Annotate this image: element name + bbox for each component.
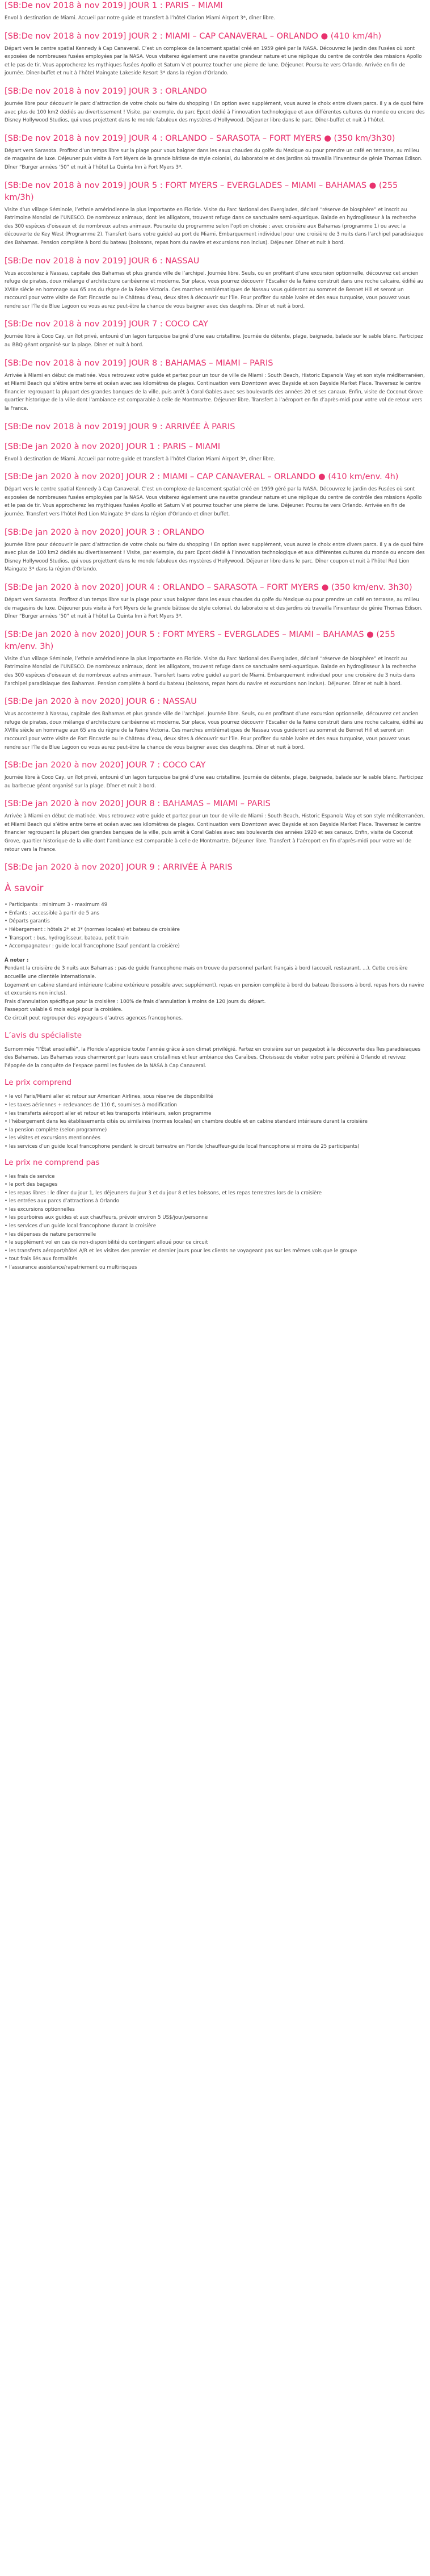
list-item: • les excursions optionnelles	[5, 1206, 425, 1214]
day-block	[5, 421, 425, 433]
day-block	[5, 0, 425, 23]
list-item: • le vol Paris/Miami aller et retour sur American Airlines, sous réserve de disponibilité	[5, 1093, 425, 1101]
day-block	[5, 31, 425, 78]
day-title: [SB:De nov 2018 à nov 2019] JOUR 3 : ORLANDO	[5, 86, 207, 96]
list-item: • les pourboires aux guides et aux chauffeurs, prévoir environ 5 US$/jour/personne	[5, 1214, 425, 1222]
notes	[5, 964, 425, 1022]
day-block	[5, 798, 425, 854]
note-line: Ce circuit peut regrouper des voyageurs d’autres agences francophones.	[5, 1015, 183, 1021]
day-block	[5, 133, 425, 172]
list-item: • les transferts aéroport/hôtel A/R et les visites des premier et dernier jours pour les clients ne voyageant pas sur les mêmes vols que le groupe	[5, 1247, 425, 1256]
comprend-list	[5, 1093, 425, 1151]
day-description: Journée libre à Coco Cay, un îlot privé, entouré d’un lagon turquoise baigné d’une eau cristalline. Journée de détente, plage, baignade, balade sur le sable blanc. Participez au barbecue géant organisé sur la plage. Dîner et nuit à bord.	[5, 775, 423, 789]
itinerary	[5, 0, 425, 874]
note-heading: À noter :	[5, 957, 29, 963]
day-title: [SB:De jan 2020 à nov 2020] JOUR 6 : NASSAU	[5, 697, 197, 707]
day-title: [SB:De jan 2020 à nov 2020] JOUR 5 : FORT MYERS – EVERGLADES – MIAMI – BAHAMAS ● (255 km/env. 3h)	[5, 630, 395, 651]
list-item: • le port des bagages	[5, 1181, 425, 1189]
note-line: Passeport valable 6 mois exigé pour la croisière.	[5, 1007, 123, 1013]
day-description: Départ vers Sarasota. Profitez d’un temps libre sur la plage pour vous baigner dans les eaux chaudes du golfe du Mexique ou pour prendre un café en terrasse, au milieu de magasins de luxe. Déjeuner puis visite à Fort Myers de la grande bâtisse de style colonial, du laboratoire et des jardins où travailla l’inventeur de génie Thomas Edison. Dîner “Burger années ‘50” et nuit à l’hôtel La Quinta Inn à Fort Myers 3*.	[5, 148, 423, 170]
list-item: • la pension complète (selon programme)	[5, 1126, 425, 1135]
list-item: • Participants : minimum 3 - maximum 49	[5, 901, 425, 909]
day-title: [SB:De nov 2018 à nov 2019] JOUR 7 : COCO CAY	[5, 320, 208, 329]
day-description: Vous accosterez à Nassau, capitale des Bahamas et plus grande ville de l’archipel. Journée libre. Seuls, ou en profitant d’une excursion optionnelle, découvrez cet ancien refuge de pirates, doux mélange d’architecture caribéenne et moderne. Sur place, vous pourrez découvrir l’Escalier de la Reine construit dans une roche calcaire, édifié au XVIIIe siècle en hommage aux 65 ans du règne de la Reine Victoria. Ces marches emblématiques de Nassau vous guideront au sommet de Bennet Hill et seront un raccourci pour votre visite de Fort Fincastle ou le Château d’eau, deux sites à découvrir sur l’île. Pour profiter du sable ivoire et des eaux turquoise, vous pouvez vous rendre sur l’île de Blue Lagoon ou vous aurez peut-être la chance de vous baigner avec des dauphins. Dîner et nuit à bord.	[5, 270, 424, 309]
list-item: • Accompagnateur : guide local francophone (sauf pendant la croisière)	[5, 942, 425, 951]
list-item: • les transferts aéroport aller et retour et les transports intérieurs, selon programme	[5, 1110, 425, 1118]
list-item: • l’hébergement dans les établissements cités ou similaires (normes locales) en chambre double et en cabine standard intérieure durant la croisière	[5, 1118, 425, 1126]
day-title: [SB:De jan 2020 à nov 2020] JOUR 3 : ORLANDO	[5, 527, 205, 537]
day-description: Départ vers Sarasota. Profitez d’un temps libre sur la plage pour vous baigner dans les eaux chaudes du golfe du Mexique ou pour prendre un café en terrasse, au milieu de magasins de luxe. Déjeuner puis visite à Fort Myers de la grande bâtisse de style colonial, du laboratoire et des jardins où travailla l’inventeur de génie Thomas Edison. Dîner “Burger années ‘50” et nuit à l’hôtel La Quinta Inn à Fort Myers 3*.	[5, 597, 423, 620]
day-title: [SB:De jan 2020 à nov 2020] JOUR 1 : PARIS – MIAMI	[5, 442, 221, 451]
day-block	[5, 527, 425, 574]
day-title: [SB:De nov 2018 à nov 2019] JOUR 2 : MIAMI – CAP CANAVERAL – ORLANDO ● (410 km/4h)	[5, 31, 382, 41]
list-item: • tout frais liés aux formalités	[5, 1255, 425, 1264]
day-title: [SB:De nov 2018 à nov 2019] JOUR 4 : ORLANDO – SARASOTA – FORT MYERS ● (350 km/3h30)	[5, 133, 395, 143]
day-description: Envol à destination de Miami. Accueil par notre guide et transfert à l’hôtel Clarion Miami Airport 3*, dîner libre.	[5, 456, 275, 462]
list-item: • Hébergement : hôtels 2* et 3* (normes locales) et bateau de croisière	[5, 926, 425, 934]
list-item: • l’assurance assistance/rapatriement ou multirisques	[5, 1264, 425, 1272]
avis-title: L’avis du spécialiste	[5, 1030, 82, 1040]
avis-text: Surnommée “l’État ensoleillé”, la Floride s’apprécie toute l’année grâce à son climat privilégié. Partez en croisière sur un paquebot à la découverte des îles paradisiaques des Bahamas. Les Bahamas vous charmeront par leurs eaux cristallines et leur ambiance des Caraïbes. Choisissez de visiter votre parc préféré à Orlando et revivez l’épopée de la conquête de l’espace parmi les fusées de la NASA à Cap Canaveral.	[5, 1046, 421, 1069]
day-title: [SB:De nov 2018 à nov 2019] JOUR 9 : ARRIVÉE À PARIS	[5, 422, 235, 431]
day-description: Visite d’un village Séminole, l’ethnie amérindienne la plus importante en Floride. Visite du Parc National des Everglades, déclaré “réserve de biosphère” et inscrit au Patrimoine Mondial de l’UNESCO. De nombreux animaux, dont les alligators, trouvent refuge dans ce sanctuaire semi-aquatique. Balade en hydroglisseur à la recherche des 300 espèces d’oiseaux et de nombreux autres animaux. Transfert (sans votre guide) au port de Miami. Embarquement individuel pour une croisière de 3 nuits dans l’archipel paradisiaque des Bahamas. Pension complète à bord du bateau (boissons, repas hors du navire et excursions non inclus). Déjeuner. Dîner et nuit à bord.	[5, 656, 416, 687]
day-title: [SB:De jan 2020 à nov 2020] JOUR 2 : MIAMI – CAP CANAVERAL – ORLANDO ● (410 km/env. 4h)	[5, 472, 399, 482]
day-block	[5, 441, 425, 464]
day-description: Départ vers le centre spatial Kennedy à Cap Canaveral. C’est un complexe de lancement spatial créé en 1959 géré par la NASA. Découvrez le jardin des Fusées où sont exposées de nombreuses fusées employées par la NASA. Vous visiterez également une navette grandeur nature et une réplique du centre de contrôle des missions Apollo et le pas de tir. Vous approcherez les mythiques fusées Apollo et Saturn V et pourrez toucher une pierre de lune. Déjeuner. Poursuite vers Orlando. Arrivée en fin de journée. Dîner-buffet et nuit à l’hôtel Maingate Lakeside Resort 3* dans la région d’Orlando.	[5, 45, 422, 77]
list-item: • les dépenses de nature personnelle	[5, 1231, 425, 1239]
day-description: Arrivée à Miami en début de matinée. Vous retrouvez votre guide et partez pour un tour de ville de Miami : South Beach, Historic Espanola Way et son style méditerranéen, et Miami Beach qui s’étire entre terre et océan avec ses kilomètres de plages. Continuation vers Downtown avec Bayside et son Bayside Market Place. Traversez le centre financier regroupant la plupart des grandes banques de la ville, puis arrêt à Coral Gables avec ses boulevards des années 20 et ses canaux. Enfin, visite de Coconut Grove quartier historique de la ville dont l’ambiance est comparable à celle de Montmartre. Déjeuner libre. Transfert à l’aéroport en fin d’après-midi pour votre vol de retour vers la France.	[5, 372, 425, 412]
list-item: • le supplément vol en cas de non-disponibilité du contingent alloué pour ce circuit	[5, 1239, 425, 1247]
day-description: Départ vers le centre spatial Kennedy à Cap Canaveral. C’est un complexe de lancement spatial créé en 1959 géré par la NASA. Découvrez le jardin des Fusées où sont exposées de nombreuses fusées employées par la NASA. Vous visiterez également une navette grandeur nature et une réplique du centre de contrôle des missions Apollo et le pas de tir. Vous approcherez les mythiques fusées Apollo et Saturn V et pourrez toucher une pierre de lune. Déjeuner. Poursuite vers Orlando. Arrivée en fin de journée. Transfert vers l’hôtel Red Lion Maingate 3* dans la région d’Orlando et dîner buffet.	[5, 486, 422, 517]
comprend-title: Le prix comprend	[5, 1078, 72, 1088]
day-block	[5, 358, 425, 413]
note-line: Frais d’annulation spécifique pour la croisière : 100% de frais d’annulation à moins de 120 jours du départ.	[5, 998, 266, 1005]
list-item: • Transport : bus, hydroglisseur, bateau, petit train	[5, 934, 425, 943]
list-item: • les visites et excursions mentionnées	[5, 1134, 425, 1143]
note-line: Logement en cabine standard intérieure (cabine extérieure possible avec supplément), repas en pension complète à bord du bateau (boissons à bord, repas hors du navire et excursions non inclus).	[5, 982, 424, 997]
day-block	[5, 696, 425, 752]
day-title: [SB:De jan 2020 à nov 2020] JOUR 9 : ARRIVÉE À PARIS	[5, 863, 233, 872]
list-item: • les services d’un guide local francophone pendant le circuit terrestre en Floride (chauffeur-guide local francophone si moins de 25 participants)	[5, 1143, 425, 1151]
day-title: [SB:De nov 2018 à nov 2019] JOUR 1 : PARIS – MIAMI	[5, 1, 223, 10]
day-title: [SB:De jan 2020 à nov 2020] JOUR 7 : COCO CAY	[5, 761, 206, 770]
day-description: Arrivée à Miami en début de matinée. Vous retrouvez votre guide et partez pour un tour de ville de Miami : South Beach, Historic Espanola Way et son style méditerranéen, et Miami Beach qui s’étire entre terre et océan avec ses kilomètres de plages. Continuation vers Downtown avec Bayside et son Bayside Market Place. Traversez le centre financier regroupant la plupart des grandes banques de la ville, puis arrêt à Coral Gables avec ses boulevards des années 1920 et ses canaux. Enfin, visite de Coconut Grove, quartier historique de la ville dont l’ambiance est comparable à celle de Montmartre. Déjeuner libre. Transfert à l’aéroport en fin d’après-midi pour votre vol de retour vers la France.	[5, 813, 425, 853]
list-item: • les entrées aux parcs d’attractions à Orlando	[5, 1197, 425, 1206]
list-item: • Enfants : accessible à partir de 5 ans	[5, 909, 425, 918]
day-title: [SB:De nov 2018 à nov 2019] JOUR 5 : FORT MYERS – EVERGLADES – MIAMI – BAHAMAS ● (255 km/3h)	[5, 181, 398, 202]
a-savoir-title: À savoir	[5, 883, 44, 895]
ne-comprend-pas-title: Le prix ne comprend pas	[5, 1157, 100, 1167]
day-block	[5, 582, 425, 621]
list-item: • les repas libres : le dîner du jour 1, les déjeuners du jour 3 et du jour 8 et les boissons, et les repas terrestres lors de la croisière	[5, 1189, 425, 1198]
list-item: • les frais de service	[5, 1173, 425, 1181]
day-description: Journée libre pour découvrir le parc d’attraction de votre choix ou faire du shopping ! En option avec supplément, vous aurez le choix entre divers parcs. Il y a de quoi faire avec plus de 100 km2 dédiés au divertissement ! Visite, par exemple, du parc Epcot dédié à l’innovation technologique et aux différentes cultures du monde ou encore des Disney Hollywood Studios, qui vous projettent dans le monde fabuleux des mystères d’Hollywood. Déjeuner libre dans le parc. Dîner coupon et nuit à l’hôtel Red Lion Maingate 3* dans la région d’Orlando.	[5, 542, 425, 573]
day-block	[5, 255, 425, 311]
ne-comprend-pas-list	[5, 1173, 425, 1272]
list-item: • les taxes aériennes + redevances de 110 €, soumises à modification	[5, 1101, 425, 1110]
day-title: [SB:De nov 2018 à nov 2019] JOUR 6 : NASSAU	[5, 256, 200, 266]
day-block	[5, 318, 425, 349]
day-title: [SB:De nov 2018 à nov 2019] JOUR 8 : BAHAMAS – MIAMI – PARIS	[5, 358, 273, 368]
day-description: Vous accosterez à Nassau, capitale des Bahamas et plus grande ville de l’archipel. Journée libre. Seuls, ou en profitant d’une excursion optionnelle, découvrez cet ancien refuge de pirates, doux mélange d’architecture caribéenne et moderne. Sur place, vous pourrez découvrir l’Escalier de la Reine construit dans une roche calcaire, édifié au XVIIIe siècle en hommage aux 65 ans du règne de la Reine Victoria. Ces marches emblématiques de Nassau vous guideront au sommet de Bennet Hill et seront un raccourci pour votre visite de Fort Fincastle ou le Château d’eau, deux sites à découvrir sur l’île. Pour profiter du sable ivoire et des eaux turquoise, vous pouvez vous rendre sur l’île de Blue Lagoon ou vous aurez peut-être la chance de vous baigner avec des dauphins. Dîner et nuit à bord.	[5, 711, 424, 750]
day-block	[5, 180, 425, 247]
day-block	[5, 86, 425, 125]
day-block	[5, 629, 425, 688]
day-description: Envol à destination de Miami. Accueil par notre guide et transfert à l’hôtel Clarion Miami Airport 3*, dîner libre.	[5, 15, 275, 21]
day-block	[5, 471, 425, 518]
day-description: Visite d’un village Séminole, l’ethnie amérindienne la plus importante en Floride. Visite du Parc National des Everglades, déclaré “réserve de biosphère” et inscrit au Patrimoine Mondial de l’UNESCO. De nombreux animaux, dont les alligators, trouvent refuge dans ce sanctuaire semi-aquatique. Balade en hydroglisseur à la recherche des 300 espèces d’oiseaux et de nombreux autres animaux. Poursuite du programme selon l’option choisie ; avec croisière aux Bahamas (programme 1) ou avec la découverte de Key West (Programme 2). Transfert (sans votre guide) au port de Miami. Embarquement individuel pour une croisière de 3 nuits dans l’archipel paradisiaque des Bahamas. Pension complète à bord du bateau (boissons, repas hors du navire et excursions non inclus). Déjeuner. Dîner et nuit à bord.	[5, 207, 424, 246]
day-title: [SB:De jan 2020 à nov 2020] JOUR 4 : ORLANDO – SARASOTA – FORT MYERS ● (350 km/env. 3h30)	[5, 582, 412, 592]
note-line: Pendant la croisière de 3 nuits aux Bahamas : pas de guide francophone mais on trouve du personnel parlant français à bord (accueil, restaurant, ...). Cette croisière accueille une clientèle internationale.	[5, 966, 408, 980]
day-block	[5, 760, 425, 790]
day-block	[5, 862, 425, 874]
day-description: Journée libre pour découvrir le parc d’attraction de votre choix ou faire du shopping ! En option avec supplément, vous aurez le choix entre divers parcs. Il y a de quoi faire avec plus de 100 km2 dédiés au divertissement ! Visite, par exemple, du parc Epcot dédié à l’innovation technologique et aux différentes cultures du monde ou encore des Disney Hollywood Studios, qui vous projettent dans le monde fabuleux des mystères d’Hollywood. Déjeuner libre dans le parc. Dîner-buffet et nuit à l’hôtel.	[5, 100, 425, 124]
list-item: • Départs garantis	[5, 917, 425, 926]
a-savoir-list	[5, 901, 425, 951]
day-description: Journée libre à Coco Cay, un îlot privé, entouré d’un lagon turquoise baigné d’une eau cristalline. Journée de détente, plage, baignade, balade sur le sable blanc. Participez au BBQ géant organisé sur la plage. Dîner et nuit à bord.	[5, 334, 423, 349]
list-item: • les services d’un guide local francophone durant la croisière	[5, 1222, 425, 1231]
day-title: [SB:De jan 2020 à nov 2020] JOUR 8 : BAHAMAS – MIAMI – PARIS	[5, 799, 271, 809]
